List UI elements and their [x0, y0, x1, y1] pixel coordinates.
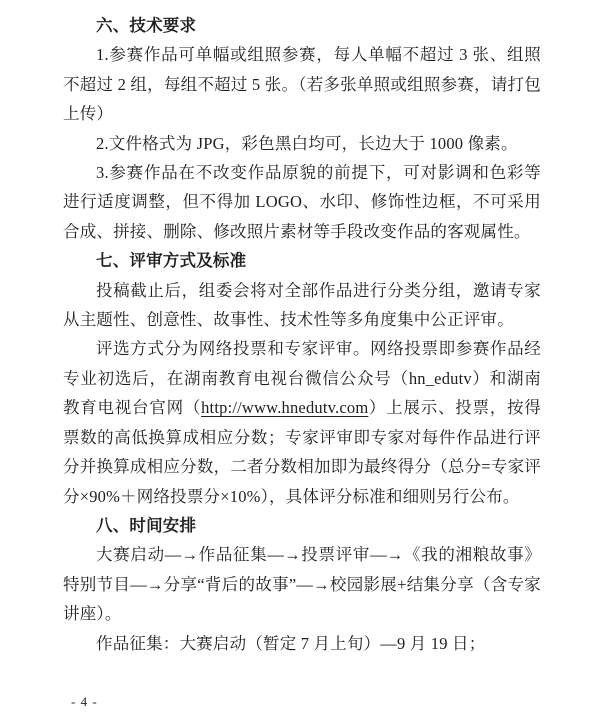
- paragraph-collection-period: 作品征集：大赛启动（暂定 7 月上旬）—9 月 19 日；: [96, 633, 486, 653]
- paragraph-timeline: 大赛启动—→作品征集—→投票评审—→《我的湘粮故事》特别节目—→分享“背后的故事”—→校园影展+结集分享（含专家讲座）。: [63, 545, 541, 624]
- official-site-link[interactable]: http://www.hnedutv.com: [201, 398, 369, 418]
- paragraph-review-grouping: 投稿截止后，组委会将对全部作品进行分类分组，邀请专家从主题性、创意性、故事性、技术性等多角度集中公正评审。: [63, 280, 541, 330]
- document-body: [63, 11, 541, 658]
- review-scoring-text-after-link: ）上展示、投票，按得票数的高低换算成相应分数；专家评审即专家对每件作品进行评分并换算成相应分数，二者分数相加即为最终得分（总分=专家评分×90%＋网络投票分×10%），具体评分标准和细则另行公布。: [63, 398, 541, 506]
- paragraph-review-scoring: [63, 334, 541, 510]
- page-number: - 4 -: [71, 694, 98, 709]
- review-scoring-text-before-link: 评选方式分为网络投票和专家评审。网络投票即参赛作品经专业初选后，在湖南教育电视台微信公众号（hn_edutv）和湖南教育电视台官网（: [63, 339, 541, 418]
- section-heading-schedule: 八、时间安排: [96, 515, 197, 535]
- paragraph-editing-rules: 3.参赛作品在不改变作品原貌的前提下，可对影调和色彩等进行适度调整，但不得加 LOGO、水印、修饰性边框，不可采用合成、拼接、删除、修改照片素材等手段改变作品的客观属性。: [63, 163, 541, 241]
- section-heading-technical-requirements: 六、技术要求: [96, 16, 197, 35]
- paragraph-entry-limits: 1.参赛作品可单幅或组照参赛，每人单幅不超过 3 张、组照不超过 2 组，每组不超过 5 张。（若多张单照或组照参赛，请打包上传）: [63, 45, 541, 124]
- paragraph-file-format: 2.文件格式为 JPG，彩色黑白均可，长边大于 1000 像素。: [96, 133, 518, 153]
- section-heading-review-method: 七、评审方式及标准: [96, 251, 247, 271]
